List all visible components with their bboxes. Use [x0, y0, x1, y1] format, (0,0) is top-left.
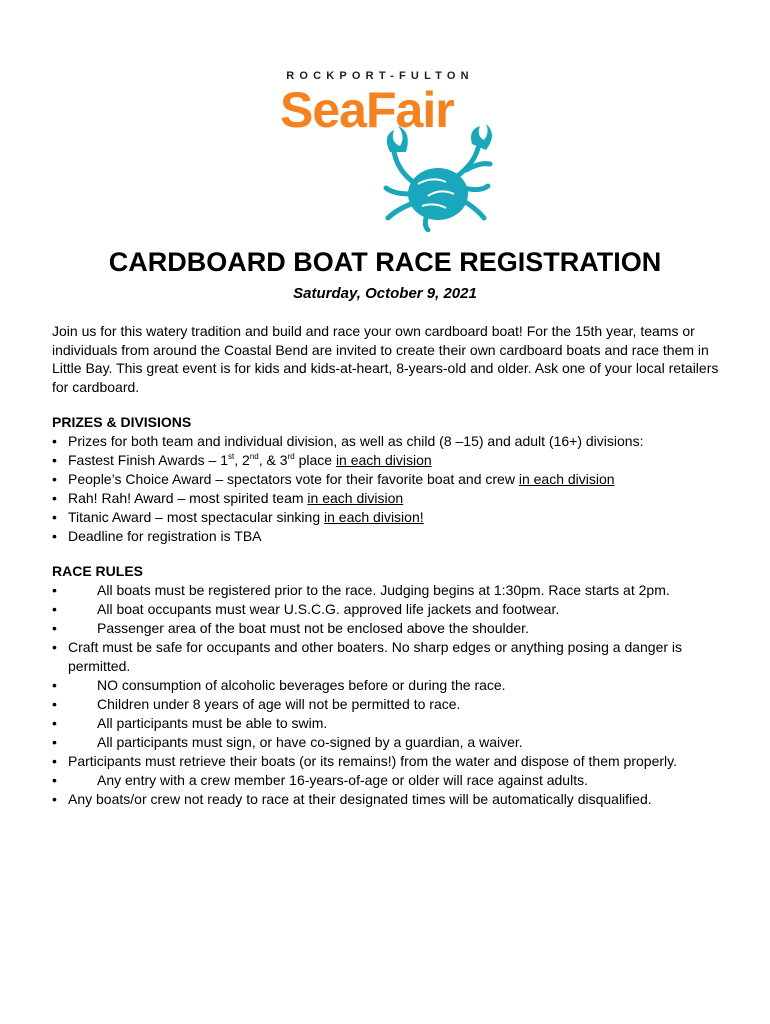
list-item: • Fastest Finish Awards – 1st, 2nd, & 3rd place in each division [52, 451, 742, 470]
prizes-heading: PRIZES & DIVISIONS [52, 414, 192, 430]
division-link[interactable]: in each division [335, 452, 432, 468]
logo-top-text: ROCKPORT-FULTON [286, 70, 474, 82]
logo-main-text: SeaFair [280, 82, 454, 138]
list-item: • All boats must be registered prior to the race. Judging begins at 1:30pm. Race starts at 2pm. [52, 581, 742, 600]
intro-paragraph: Join us for this watery tradition and build and race your own cardboard boat! For the 15th year, teams or individuals from around the Coastal Bend are invited to create their own cardboard boats and race them in Little Bay. This great event is for kids and kids-at-heart, 8-years-old and older. Ask one of your local retailers for cardboard. [52, 323, 719, 395]
list-item: • Deadline for registration is TBA [52, 527, 742, 546]
list-item: • Passenger area of the boat must not be enclosed above the shoulder. [52, 619, 742, 638]
event-date: Saturday, October 9, 2021 [293, 285, 477, 302]
rules-heading: RACE RULES [52, 563, 144, 579]
list-item: • Rah! Rah! Award – most spirited team in each division [52, 489, 742, 508]
seafair-logo [280, 70, 480, 230]
prizes-list [52, 432, 742, 546]
crab-icon [376, 122, 496, 232]
rules-list [52, 581, 742, 809]
list-item: • All boat occupants must wear U.S.C.G. approved life jackets and footwear. [52, 600, 742, 619]
list-item: • Craft must be safe for occupants and other boaters. No sharp edges or anything posing a danger is permitted. [52, 638, 742, 676]
division-link[interactable]: in each division [307, 490, 404, 506]
list-item: • All participants must be able to swim. [52, 714, 742, 733]
page-title: CARDBOARD BOAT RACE REGISTRATION [108, 247, 662, 277]
list-item: • Titanic Award – most spectacular sinking in each division! [52, 508, 742, 527]
list-item: • Any entry with a crew member 16-years-of-age or older will race against adults. [52, 771, 742, 790]
list-item: • Any boats/or crew not ready to race at their designated times will be automatically disqualified. [52, 790, 742, 809]
list-item: • Prizes for both team and individual division, as well as child (8 –15) and adult (16+) divisions: [52, 432, 742, 451]
list-item: • Children under 8 years of age will not be permitted to race. [52, 695, 742, 714]
list-item: • Participants must retrieve their boats (or its remains!) from the water and dispose of them properly. [52, 752, 742, 771]
list-item: • All participants must sign, or have co-signed by a guardian, a waiver. [52, 733, 742, 752]
list-item: • NO consumption of alcoholic beverages before or during the race. [52, 676, 742, 695]
division-link[interactable]: in each division [518, 471, 615, 487]
division-link[interactable]: in each division! [324, 509, 424, 525]
list-item: • People’s Choice Award – spectators vote for their favorite boat and crew in each division [52, 470, 742, 489]
